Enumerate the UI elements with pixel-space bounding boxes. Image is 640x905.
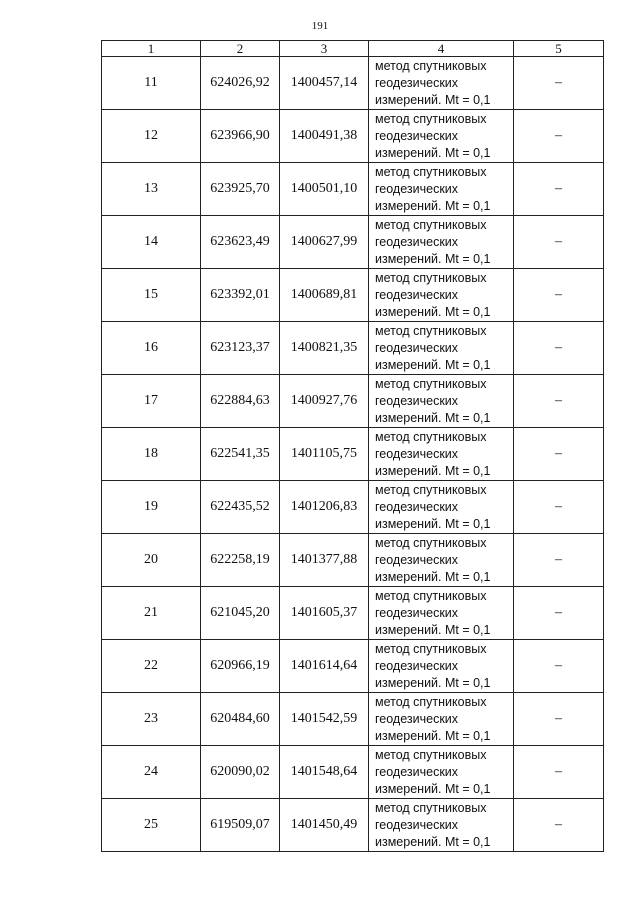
method-line: метод спутниковых	[375, 535, 487, 550]
method-line: измерений. Mt = 0,1	[375, 251, 491, 266]
method-line: метод спутниковых	[375, 482, 487, 497]
method-line: метод спутниковых	[375, 164, 487, 179]
note-cell: –	[514, 110, 604, 163]
note-cell: –	[514, 640, 604, 693]
y-coordinate-cell: 1401206,83	[280, 481, 369, 534]
method-line: метод спутниковых	[375, 217, 487, 232]
y-coordinate-cell: 1401548,64	[280, 746, 369, 799]
method-line: геодезических	[375, 128, 459, 143]
note-cell: –	[514, 269, 604, 322]
header-col-5: 5	[514, 41, 604, 57]
method-line: геодезических	[375, 234, 459, 249]
method-cell	[369, 534, 514, 587]
method-line: геодезических	[375, 658, 459, 673]
note-cell: –	[514, 799, 604, 852]
table-row	[102, 693, 604, 746]
point-number-cell: 16	[102, 322, 201, 375]
method-line: геодезических	[375, 605, 459, 620]
table-row	[102, 799, 604, 852]
method-line: метод спутниковых	[375, 641, 487, 656]
method-line: измерений. Mt = 0,1	[375, 516, 491, 531]
note-cell: –	[514, 534, 604, 587]
y-coordinate-cell: 1401105,75	[280, 428, 369, 481]
header-col-3: 3	[280, 41, 369, 57]
method-cell	[369, 481, 514, 534]
y-coordinate-cell: 1400491,38	[280, 110, 369, 163]
y-coordinate-cell: 1400457,14	[280, 57, 369, 110]
table-row	[102, 481, 604, 534]
method-line: метод спутниковых	[375, 588, 487, 603]
method-cell	[369, 216, 514, 269]
table-row	[102, 110, 604, 163]
x-coordinate-cell: 623966,90	[201, 110, 280, 163]
method-line: измерений. Mt = 0,1	[375, 728, 491, 743]
note-cell: –	[514, 746, 604, 799]
method-line: геодезических	[375, 181, 459, 196]
table-row	[102, 587, 604, 640]
table-row	[102, 269, 604, 322]
x-coordinate-cell: 619509,07	[201, 799, 280, 852]
table-row	[102, 534, 604, 587]
x-coordinate-cell: 623623,49	[201, 216, 280, 269]
note-cell: –	[514, 375, 604, 428]
method-line: геодезических	[375, 446, 459, 461]
x-coordinate-cell: 621045,20	[201, 587, 280, 640]
method-cell	[369, 110, 514, 163]
method-cell	[369, 640, 514, 693]
method-line: измерений. Mt = 0,1	[375, 622, 491, 637]
method-line: геодезических	[375, 817, 459, 832]
method-line: метод спутниковых	[375, 58, 487, 73]
table-row	[102, 746, 604, 799]
y-coordinate-cell: 1401614,64	[280, 640, 369, 693]
note-cell: –	[514, 57, 604, 110]
table-row	[102, 163, 604, 216]
method-line: измерений. Mt = 0,1	[375, 834, 491, 849]
table-row	[102, 216, 604, 269]
y-coordinate-cell: 1401605,37	[280, 587, 369, 640]
method-line: метод спутниковых	[375, 111, 487, 126]
note-cell: –	[514, 693, 604, 746]
y-coordinate-cell: 1400689,81	[280, 269, 369, 322]
method-line: геодезических	[375, 340, 459, 355]
table-row	[102, 57, 604, 110]
method-cell	[369, 375, 514, 428]
method-line: измерений. Mt = 0,1	[375, 304, 491, 319]
method-line: измерений. Mt = 0,1	[375, 198, 491, 213]
header-col-2: 2	[201, 41, 280, 57]
x-coordinate-cell: 623392,01	[201, 269, 280, 322]
point-number-cell: 23	[102, 693, 201, 746]
method-line: геодезических	[375, 499, 459, 514]
header-col-4: 4	[369, 41, 514, 57]
y-coordinate-cell: 1400501,10	[280, 163, 369, 216]
point-number-cell: 17	[102, 375, 201, 428]
method-line: измерений. Mt = 0,1	[375, 675, 491, 690]
method-line: геодезических	[375, 711, 459, 726]
table-header-row	[102, 41, 604, 57]
y-coordinate-cell: 1401377,88	[280, 534, 369, 587]
method-line: геодезических	[375, 287, 459, 302]
point-number-cell: 25	[102, 799, 201, 852]
method-line: измерений. Mt = 0,1	[375, 357, 491, 372]
method-cell	[369, 693, 514, 746]
x-coordinate-cell: 622541,35	[201, 428, 280, 481]
table-body	[102, 57, 604, 852]
header-col-1: 1	[102, 41, 201, 57]
x-coordinate-cell: 623123,37	[201, 322, 280, 375]
method-cell	[369, 587, 514, 640]
method-line: метод спутниковых	[375, 800, 487, 815]
method-line: геодезических	[375, 764, 459, 779]
x-coordinate-cell: 620966,19	[201, 640, 280, 693]
method-cell	[369, 57, 514, 110]
page-number: 191	[311, 20, 329, 32]
method-line: измерений. Mt = 0,1	[375, 145, 491, 160]
table-row	[102, 322, 604, 375]
method-line: метод спутниковых	[375, 747, 487, 762]
point-number-cell: 11	[102, 57, 201, 110]
y-coordinate-cell: 1400821,35	[280, 322, 369, 375]
method-cell	[369, 428, 514, 481]
note-cell: –	[514, 163, 604, 216]
coordinates-table	[101, 40, 604, 852]
x-coordinate-cell: 622884,63	[201, 375, 280, 428]
note-cell: –	[514, 428, 604, 481]
method-line: метод спутниковых	[375, 270, 487, 285]
method-line: измерений. Mt = 0,1	[375, 410, 491, 425]
method-line: метод спутниковых	[375, 429, 487, 444]
x-coordinate-cell: 624026,92	[201, 57, 280, 110]
table-row	[102, 375, 604, 428]
y-coordinate-cell: 1400927,76	[280, 375, 369, 428]
note-cell: –	[514, 587, 604, 640]
point-number-cell: 24	[102, 746, 201, 799]
point-number-cell: 22	[102, 640, 201, 693]
method-cell	[369, 269, 514, 322]
y-coordinate-cell: 1400627,99	[280, 216, 369, 269]
y-coordinate-cell: 1401542,59	[280, 693, 369, 746]
method-line: измерений. Mt = 0,1	[375, 569, 491, 584]
x-coordinate-cell: 620090,02	[201, 746, 280, 799]
method-cell	[369, 799, 514, 852]
method-line: измерений. Mt = 0,1	[375, 92, 491, 107]
table-row	[102, 640, 604, 693]
method-line: метод спутниковых	[375, 376, 487, 391]
point-number-cell: 14	[102, 216, 201, 269]
note-cell: –	[514, 481, 604, 534]
point-number-cell: 21	[102, 587, 201, 640]
method-line: измерений. Mt = 0,1	[375, 463, 491, 478]
point-number-cell: 19	[102, 481, 201, 534]
note-cell: –	[514, 216, 604, 269]
table-row	[102, 428, 604, 481]
method-line: геодезических	[375, 552, 459, 567]
point-number-cell: 12	[102, 110, 201, 163]
method-line: метод спутниковых	[375, 323, 487, 338]
method-line: метод спутниковых	[375, 694, 487, 709]
method-line: измерений. Mt = 0,1	[375, 781, 491, 796]
note-cell: –	[514, 322, 604, 375]
method-line: геодезических	[375, 75, 459, 90]
method-cell	[369, 163, 514, 216]
x-coordinate-cell: 622258,19	[201, 534, 280, 587]
x-coordinate-cell: 620484,60	[201, 693, 280, 746]
y-coordinate-cell: 1401450,49	[280, 799, 369, 852]
point-number-cell: 20	[102, 534, 201, 587]
method-line: геодезических	[375, 393, 459, 408]
method-cell	[369, 322, 514, 375]
x-coordinate-cell: 623925,70	[201, 163, 280, 216]
point-number-cell: 13	[102, 163, 201, 216]
method-cell	[369, 746, 514, 799]
x-coordinate-cell: 622435,52	[201, 481, 280, 534]
point-number-cell: 18	[102, 428, 201, 481]
point-number-cell: 15	[102, 269, 201, 322]
